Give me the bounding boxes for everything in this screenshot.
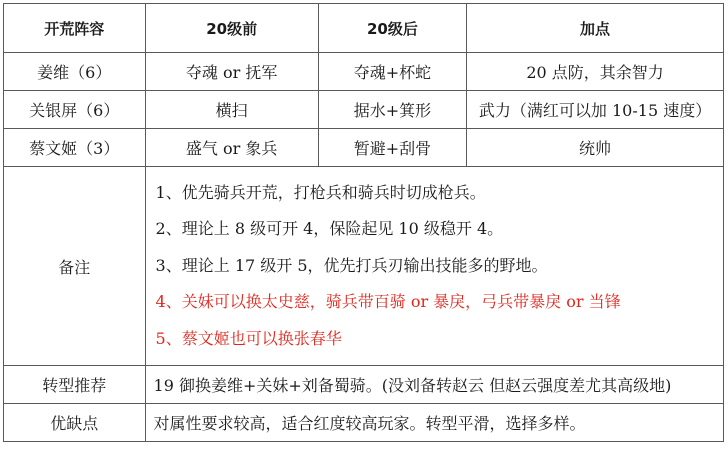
hero-name: 关银屏（6） [4,91,146,129]
transform-row [4,366,724,404]
table-row [4,53,724,91]
notes-label: 备注 [4,167,146,366]
lineup-table [3,3,724,442]
skills-after-20: 暂避+刮骨 [318,129,466,167]
hero-name: 蔡文姬（3） [4,129,146,167]
skills-before-20: 夺魂 or 抚军 [145,53,318,91]
header-after-20: 20级后 [318,4,466,53]
transform-text: 19 御换姜维+关妹+刘备蜀骑。(没刘备转赵云 但赵云强度差尤其高级地) [145,366,723,404]
header-lineup: 开荒阵容 [4,4,146,53]
header-stat-points: 加点 [467,4,724,53]
transform-label: 转型推荐 [4,366,146,404]
note-item-highlight: 5、蔡文姬也可以换张春华 [155,328,342,348]
note-item: 3、理论上 17 级开 5，优先打兵刃输出技能多的野地。 [155,255,548,275]
skills-after-20: 据水+箕形 [318,91,466,129]
hero-name: 姜维（6） [4,53,146,91]
table-row [4,129,724,167]
skills-before-20: 盛气 or 象兵 [145,129,318,167]
skills-after-20: 夺魂+杯蛇 [318,53,466,91]
proscons-text: 对属性要求较高，适合红度较高玩家。转型平滑，选择多样。 [145,404,723,442]
skills-before-20: 横扫 [145,91,318,129]
stat-points: 统帅 [467,129,724,167]
stat-points: 武力（满红可以加 10-15 速度） [467,91,724,129]
proscons-label: 优缺点 [4,404,146,442]
notes-row [4,167,724,366]
note-item: 2、理论上 8 级可开 4，保险起见 10 级稳开 4。 [155,219,504,239]
header-row [4,4,724,53]
stat-points: 20 点防，其余智力 [467,53,724,91]
table-row [4,91,724,129]
notes-cell [145,167,723,366]
note-item-highlight: 4、关妹可以换太史慈，骑兵带百骑 or 暴戾，弓兵带暴戾 or 当锋 [155,292,621,312]
header-before-20: 20级前 [145,4,318,53]
note-item: 1、优先骑兵开荒，打枪兵和骑兵时切成枪兵。 [155,182,486,202]
proscons-row [4,404,724,442]
